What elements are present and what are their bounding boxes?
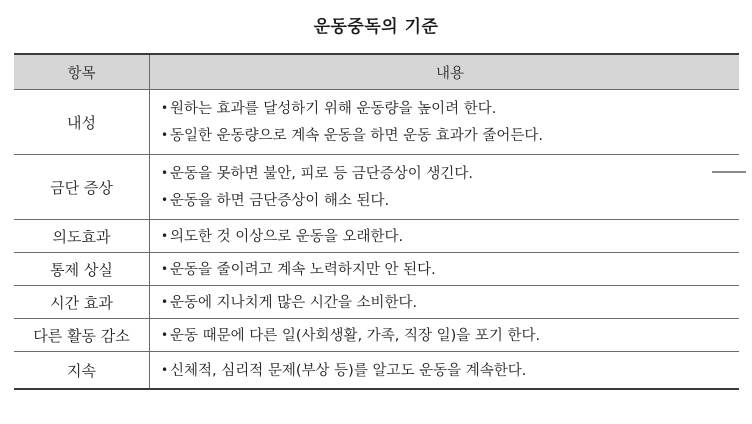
row-content [150,90,739,154]
row-content [150,352,739,388]
bullet-text: • 동일한 운동량으로 계속 운동을 하면 운동 효과가 줄어든다. [161,122,739,149]
header-content: 내용 [435,65,464,82]
bullet-text: • 원하는 효과를 달성하기 위해 운동량을 높이려 한다. [161,95,739,122]
bullet-text: • 운동을 못하면 불안, 피로 등 금단증상이 생긴다. [161,160,739,187]
bullet-text: • 의도한 것 이상으로 운동을 오래한다. [161,223,739,250]
row-content [150,220,739,252]
table-row [14,318,739,351]
row-item-label: 금단 증상 [14,155,150,219]
table-row [14,89,739,154]
row-item-label: 시간 효과 [14,286,150,318]
row-item-label: 내성 [14,90,150,154]
table-row [14,252,739,285]
row-content [150,319,739,351]
row-item-label: 의도효과 [14,220,150,252]
margin-mark [712,171,746,173]
criteria-table [14,53,739,390]
page-title: 운동중독의 기준 [313,17,439,37]
bullet-text: • 운동을 줄이려고 계속 노력하지만 안 된다. [161,256,739,283]
row-content [150,286,739,318]
bullet-text: • 신체적, 심리적 문제(부상 등)를 알고도 운동을 계속한다. [161,357,739,384]
row-content [150,155,739,219]
row-item-label: 다른 활동 감소 [14,319,150,351]
bullet-text: • 운동에 지나치게 많은 시간을 소비한다. [161,289,739,316]
table-row [14,219,739,252]
row-content [150,253,739,285]
row-item-label: 통제 상실 [14,253,150,285]
table-row [14,285,739,318]
table-header-row [14,55,739,89]
table-row [14,351,739,388]
row-item-label: 지속 [14,352,150,388]
table-row [14,154,739,219]
bullet-text: • 운동을 하면 금단증상이 해소 된다. [161,187,739,214]
header-item: 항목 [14,55,150,89]
bullet-text: • 운동 때문에 다른 일(사회생활, 가족, 직장 일)을 포기 한다. [161,322,739,349]
